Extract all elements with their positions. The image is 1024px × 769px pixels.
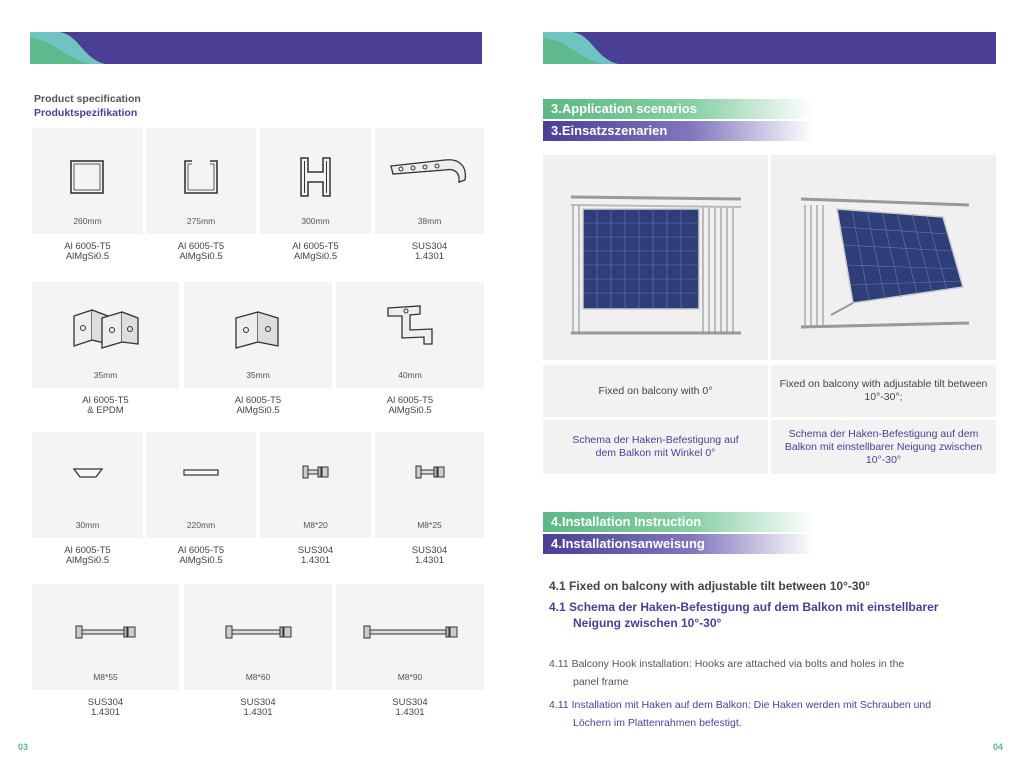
part-size: M8*20 bbox=[303, 520, 328, 530]
material-label bbox=[336, 396, 484, 416]
part-cell-clamp-cap bbox=[32, 432, 143, 538]
part-cell-double-angle-bracket bbox=[32, 282, 179, 388]
subsection-4-1-en: 4.1 Fixed on balcony with adjustable tilt between 10°-30° bbox=[549, 579, 871, 593]
material-line: Al 6005-T5 bbox=[82, 395, 129, 406]
caption-scenario1-de: Schema der Haken-Befestigung auf dem Balkon mit Winkel 0° bbox=[543, 420, 768, 474]
spec-title-en: Product specification bbox=[34, 93, 141, 105]
part-size: M8*25 bbox=[417, 520, 442, 530]
clamp-cap-icon bbox=[32, 432, 143, 512]
material-label bbox=[375, 546, 484, 566]
bolt-m8x55-icon bbox=[32, 584, 179, 664]
paragraph-4-11-en bbox=[549, 655, 996, 691]
part-size: 35mm bbox=[246, 370, 270, 380]
material-label bbox=[32, 698, 179, 718]
bolt-m8x25-icon bbox=[375, 432, 484, 512]
subsection-4-1-de bbox=[549, 599, 996, 631]
material-line: AlMgSi0.5 bbox=[65, 555, 110, 566]
part-cell-angle-bracket bbox=[184, 282, 332, 388]
banner-swoosh-icon bbox=[30, 32, 110, 64]
part-cell-bolt-m8x60 bbox=[184, 584, 332, 690]
section-title-installation-en: 4.Installation Instruction bbox=[543, 512, 813, 532]
part-cell-bolt-m8x25 bbox=[375, 432, 484, 538]
material-label bbox=[184, 396, 332, 416]
part-cell-flat-bar bbox=[146, 432, 256, 538]
caption-scenario2-en: Fixed on balcony with adjustable tilt between 10°-30°; bbox=[771, 365, 996, 417]
section-title-installation-de: 4.Installationsanweisung bbox=[543, 534, 813, 554]
paragraph-4-11-de-line2: Löchern im Plattenrahmen befestigt. bbox=[573, 717, 742, 729]
material-line: AlMgSi0.5 bbox=[179, 555, 223, 566]
material-line: AlMgSi0.5 bbox=[293, 251, 338, 262]
z-clamp-icon bbox=[336, 282, 484, 362]
material-line: SUS304 bbox=[240, 697, 276, 708]
photo-balcony-tilted bbox=[771, 155, 996, 360]
material-line: Al 6005-T5 bbox=[234, 395, 282, 406]
material-line: SUS304 bbox=[392, 697, 428, 708]
part-cell-c-channel bbox=[146, 128, 256, 234]
angle-bracket-icon bbox=[184, 282, 332, 362]
material-line: AlMgSi0.5 bbox=[388, 405, 432, 416]
material-line: SUS304 bbox=[297, 545, 334, 556]
part-size: 30mm bbox=[75, 520, 100, 530]
material-line: & EPDM bbox=[87, 405, 124, 416]
part-cell-square-tube bbox=[32, 128, 143, 234]
material-line: AlMgSi0.5 bbox=[236, 405, 280, 416]
material-label bbox=[32, 242, 143, 262]
material-line: 1.4301 bbox=[414, 555, 445, 566]
caption-scenario2-de: Schema der Haken-Befestigung auf dem Balkon mit einstellbarer Neigung zwischen 10°-30° bbox=[771, 420, 996, 474]
spec-title bbox=[34, 92, 141, 120]
material-label bbox=[32, 396, 179, 416]
balcony-solar-panel-tilted-icon bbox=[771, 155, 996, 360]
material-line: Al 6005-T5 bbox=[386, 395, 434, 406]
paragraph-4-11-en-line1: 4.11 Balcony Hook installation: Hooks are attached via bolts and holes in the bbox=[549, 658, 905, 670]
material-line: AlMgSi0.5 bbox=[65, 251, 110, 262]
paragraph-4-11-de bbox=[549, 696, 996, 732]
part-cell-bolt-m8x20 bbox=[260, 432, 371, 538]
part-size: 300mm bbox=[301, 216, 330, 226]
part-size: 275mm bbox=[186, 216, 216, 226]
part-cell-bolt-m8x90 bbox=[336, 584, 484, 690]
material-label bbox=[32, 546, 143, 566]
material-label bbox=[146, 242, 256, 262]
material-label bbox=[375, 242, 484, 262]
bolt-m8x60-icon bbox=[184, 584, 332, 664]
subsection-4-1-de-line1: 4.1 Schema der Haken-Befestigung auf dem Balkon mit einstellbarer bbox=[549, 600, 939, 614]
banner-swoosh-icon bbox=[543, 32, 623, 64]
part-cell-h-profile bbox=[260, 128, 371, 234]
part-size: 35mm bbox=[93, 370, 118, 380]
left-header-banner bbox=[30, 32, 482, 64]
material-line: Al 6005-T5 bbox=[177, 241, 225, 252]
material-line: 1.4301 bbox=[414, 251, 445, 262]
square-tube-profile-icon bbox=[32, 128, 143, 208]
material-line: 1.4301 bbox=[300, 555, 331, 566]
part-size: 40mm bbox=[398, 370, 422, 380]
subsection-4-1-de-line2: Neigung zwischen 10°-30° bbox=[573, 616, 722, 630]
material-line: SUS304 bbox=[411, 241, 448, 252]
paragraph-4-11-en-line2: panel frame bbox=[573, 676, 629, 688]
part-cell-bolt-m8x55 bbox=[32, 584, 179, 690]
part-size: M8*60 bbox=[245, 672, 271, 682]
material-label bbox=[260, 546, 371, 566]
material-line: 1.4301 bbox=[243, 707, 273, 718]
double-angle-bracket-icon bbox=[32, 282, 179, 362]
spec-title-de: Produktspezifikation bbox=[34, 107, 138, 119]
page-number-right: 04 bbox=[993, 742, 1004, 752]
part-cell-z-clamp bbox=[336, 282, 484, 388]
balcony-solar-panel-flat-icon bbox=[543, 155, 768, 360]
material-line: Al 6005-T5 bbox=[64, 241, 111, 252]
material-line: Al 6005-T5 bbox=[177, 545, 225, 556]
balcony-hook-icon bbox=[375, 128, 484, 208]
part-size: 260mm bbox=[73, 216, 102, 226]
paragraph-4-11-de-line1: 4.11 Installation mit Haken auf dem Balkon: Die Haken werden mit Schrauben und bbox=[549, 699, 932, 711]
caption-scenario1-en: Fixed on balcony with 0° bbox=[543, 365, 768, 417]
part-size: M8*90 bbox=[397, 672, 423, 682]
material-line: AlMgSi0.5 bbox=[179, 251, 223, 262]
bolt-m8x90-icon bbox=[336, 584, 484, 664]
part-size: 220mm bbox=[186, 520, 216, 530]
material-label bbox=[260, 242, 371, 262]
material-label bbox=[336, 698, 484, 718]
material-label bbox=[184, 698, 332, 718]
photo-balcony-fixed-0deg bbox=[543, 155, 768, 360]
bolt-m8x20-icon bbox=[260, 432, 371, 512]
section-title-application-en: 3.Application scenarios bbox=[543, 99, 813, 119]
c-channel-profile-icon bbox=[146, 128, 256, 208]
material-line: Al 6005-T5 bbox=[292, 241, 339, 252]
material-line: SUS304 bbox=[87, 697, 124, 708]
h-profile-icon bbox=[260, 128, 371, 208]
part-size: 38mm bbox=[417, 216, 442, 226]
part-cell-balcony-hook bbox=[375, 128, 484, 234]
flat-bar-icon bbox=[146, 432, 256, 512]
part-size: M8*55 bbox=[93, 672, 118, 682]
right-header-banner bbox=[543, 32, 996, 64]
material-line: Al 6005-T5 bbox=[64, 545, 111, 556]
section-title-application-de: 3.Einsatzszenarien bbox=[543, 121, 813, 141]
page-number-left: 03 bbox=[18, 742, 29, 752]
material-line: 1.4301 bbox=[395, 707, 425, 718]
material-line: SUS304 bbox=[411, 545, 448, 556]
material-line: 1.4301 bbox=[90, 707, 121, 718]
material-label bbox=[146, 546, 256, 566]
